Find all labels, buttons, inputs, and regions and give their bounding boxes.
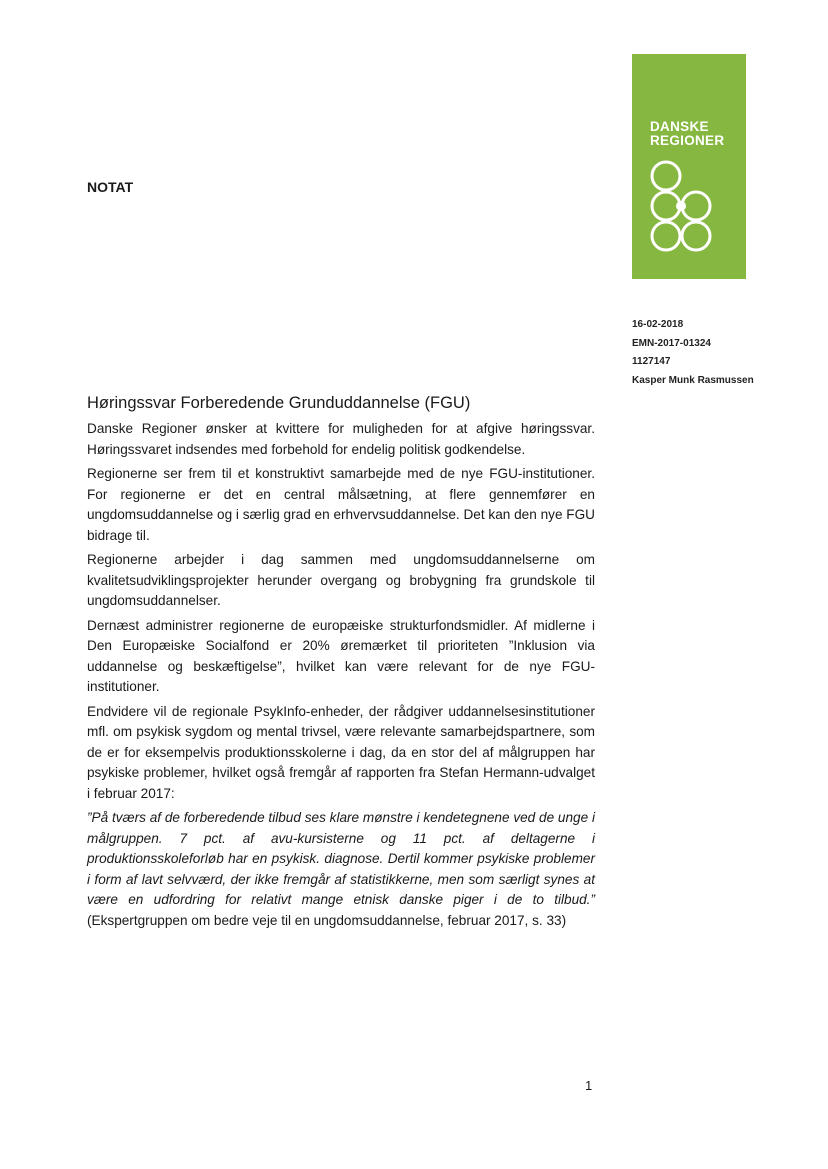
- quote-paragraph: [87, 808, 595, 931]
- logo-line-1: DANSKE: [650, 119, 709, 134]
- meta-case-number: EMN-2017-01324: [632, 337, 711, 349]
- document-title: Høringssvar Forberedende Grunduddannelse (FGU): [87, 394, 471, 412]
- quote-source: (Ekspertgruppen om bedre veje til en ungdomsuddannelse, februar 2017, s. 33): [87, 912, 567, 928]
- meta-doc-number: 1127147: [632, 356, 671, 367]
- document-body: [87, 394, 595, 935]
- paragraph: Dernæst administrer regionerne de europæiske strukturfondsmidler. Af midlerne i Den Europæiske Socialfond er 20% øremærket til prioriteten ”Inklusion via uddannelse og beskæftigelse”, hvilket kan være relevant for de nye FGU-institutioner.: [87, 617, 595, 694]
- danske-regioner-logo: [632, 54, 746, 279]
- paragraph: Regionerne ser frem til et konstruktivt samarbejde med de nye FGU-institutioner. For regionerne er det en central målsætning, at flere gennemfører en ungdomsuddannelse og i særlig grad en erhvervsuddannelse. Det kan den nye FGU bidrage til.: [87, 466, 595, 543]
- meta-author: Kasper Munk Rasmussen: [632, 374, 754, 386]
- paragraph: Regionerne arbejder i dag sammen med ungdomsuddannelserne om kvalitetsudviklingsprojekter herunder overgang og brobygning fra grundskole til ungdomsuddannelser.: [87, 552, 595, 608]
- paragraph: Danske Regioner ønsker at kvittere for muligheden for at afgive høringssvar. Høringssvaret indsendes med forbehold for endelig politisk godkendelse.: [87, 421, 595, 457]
- paragraph: Endvidere vil de regionale PsykInfo-enheder, der rådgiver uddannelsesinstitutioner mfl. om psykisk sygdom og mental trivsel, være relevante samarbejdspartnere, som de er for eksempelvis produktionsskolerne i dag, da en stor del af målgruppen har psykiske problemer, hvilket også fremgår af rapporten fra Stefan Hermann-udvalget i februar 2017:: [87, 703, 595, 801]
- logo-circles-icon: [632, 54, 746, 279]
- logo-line-2: REGIONER: [650, 133, 725, 148]
- document-metadata: [632, 316, 754, 390]
- quote-text: ”På tværs af de forberedende tilbud ses klare mønstre i kendetegnene ved de unge i målgruppen. 7 pct. af avu-kursisterne og 11 pct. af deltagerne i produktionsskoleforløb har en psykisk. diagnose. Dertil kommer psykiske problemer i form af lavt selvværd, der ikke fremgår af statistikkerne, men som særligt synes at være en udfordring for relativt mange etnisk danske piger i de to tilbud.”: [87, 810, 595, 907]
- meta-date: 16-02-2018: [632, 319, 684, 330]
- document-type: NOTAT: [87, 179, 134, 195]
- page-number: 1: [585, 1078, 593, 1093]
